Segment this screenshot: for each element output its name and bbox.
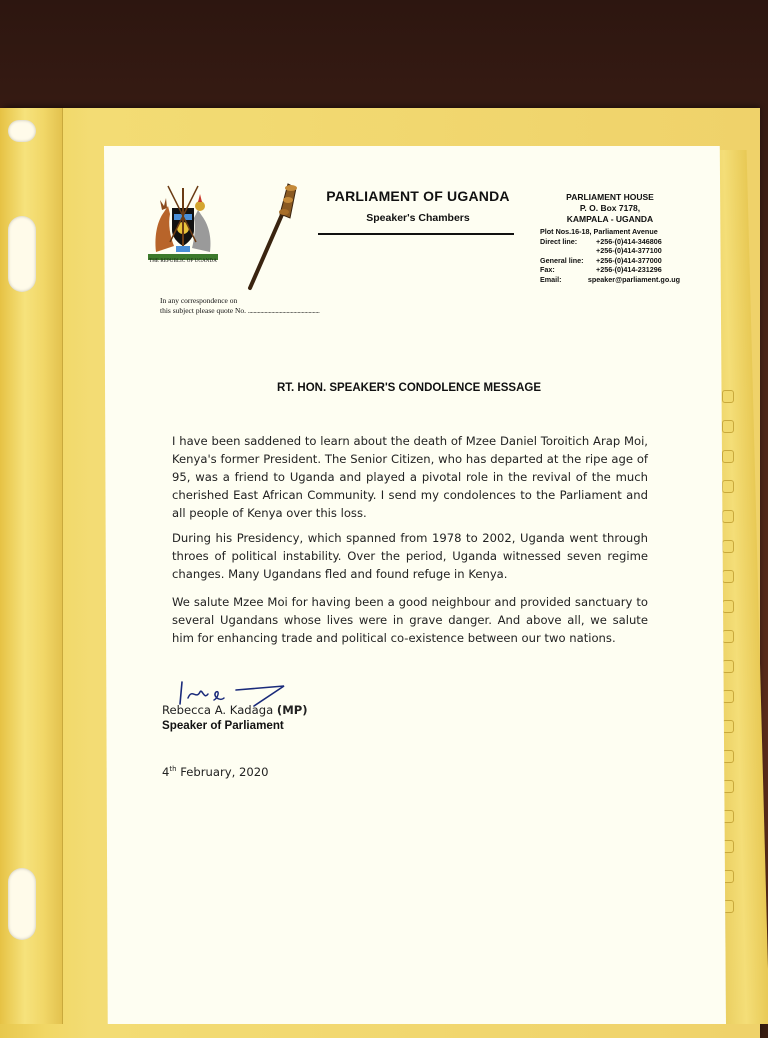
- address-city: KAMPALA - UGANDA: [566, 214, 654, 224]
- contact-row: +256-(0)414-377100: [596, 246, 662, 256]
- folder-tab-notch: [722, 510, 734, 523]
- folder-tab-notch: [722, 480, 734, 493]
- folder-tab-notch: [722, 600, 734, 613]
- folder-tab-notch: [722, 450, 734, 463]
- address-building: PARLIAMENT HOUSE: [566, 192, 654, 202]
- contact-row: Email: speaker@parliament.go.ug: [540, 274, 680, 284]
- letterhead-subtitle: Speaker's Chambers: [366, 212, 470, 224]
- letterhead-title: PARLIAMENT OF UGANDA: [326, 188, 510, 204]
- folder-tab-notch: [722, 690, 734, 703]
- folder-tab-notch: [722, 390, 734, 403]
- folder-tab-notch: [722, 540, 734, 553]
- message-paragraph: I have been saddened to learn about the death of Mzee Daniel Toroitich Arap Moi, Kenya's former President. The Senior Citizen, who has departed at the ripe age of 95, was a friend to Uganda and played a pivotal role in the revival of the much cherished East African Community. I send my condolences to the Parliament and all people of Kenya over this loss.: [172, 434, 648, 520]
- folder-spine: [0, 108, 63, 1024]
- folder-tab-notch: [722, 630, 734, 643]
- binder-hole: [8, 216, 36, 292]
- uganda-coat-of-arms-icon: [148, 184, 218, 264]
- contact-row: General line: +256-(0)414-377000: [540, 255, 662, 265]
- signer-name: Rebecca A. Kadaga (MP): [162, 703, 308, 717]
- message-heading: RT. HON. SPEAKER'S CONDOLENCE MESSAGE: [276, 382, 542, 394]
- address-po-box: P. O. Box 7178,: [579, 203, 641, 213]
- signer-title: Speaker of Parliament: [162, 719, 284, 732]
- contact-row: Fax: +256-(0)414-231296: [540, 265, 662, 275]
- binder-hole: [8, 868, 36, 940]
- folder-tab-notch: [722, 570, 734, 583]
- coat-of-arms-caption: THE REPUBLIC OF UGANDA: [149, 259, 217, 264]
- correspondence-note: In any correspondence on this subject please quote No. ....................................................: [160, 296, 320, 315]
- address-plot: Plot Nos.16-18, Parliament Avenue: [540, 227, 658, 236]
- folder-tab-notch: [722, 420, 734, 433]
- folder-tab-notch: [722, 660, 734, 673]
- contact-row: Direct line: +256-(0)414-346806: [540, 236, 662, 246]
- binder-hole: [8, 120, 36, 142]
- address-block: [540, 192, 680, 285]
- header-divider: [318, 233, 514, 235]
- parliamentary-mace-icon: [244, 180, 304, 292]
- message-paragraph: We salute Mzee Moi for having been a good neighbour and provided sanctuary to several Ugandans whose lives were in grave danger. And above all, we salute him for enhancing trade and political co-existence between our two nations.: [172, 595, 648, 645]
- letter-date: 4th February, 2020: [162, 765, 269, 779]
- message-paragraph: During his Presidency, which spanned from 1978 to 2002, Uganda went through throes of political instability. Over the period, Uganda witnessed seven regime changes. Many Ugandans fled and found refuge in Kenya.: [172, 531, 648, 581]
